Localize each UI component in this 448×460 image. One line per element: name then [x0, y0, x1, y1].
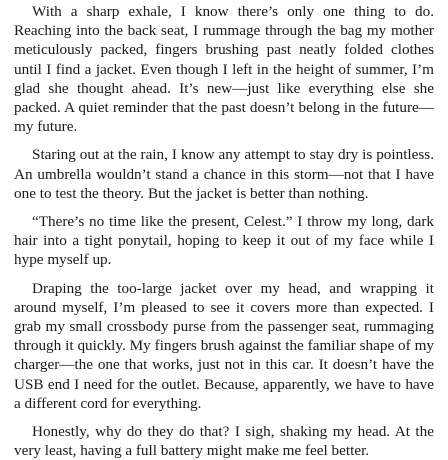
paragraph-1: With a sharp exhale, I know there’s only one thing to do. Reaching into the back seat, I rummage through the bag my mother meticulously packed, fingers brushing past neatly folded clothes until I find a jacket. Even though I left in the height of summer, I’m glad she thought ahead. It’s new—just like everything else she packed. A quiet reminder that the past doesn’t belong in the future—my future. [14, 3, 434, 136]
paragraph-4: Draping the too-large jacket over my head, and wrapping it around myself, I’m pleased to see it covers more than expected. I grab my small crossbody purse from the passenger seat, rummaging through it quickly. My fingers brush against the familiar shape of my charger—the one that works, just not in this car. It doesn’t have the USB end I need for the outlet. Because, apparently, we have to have a different cord for everything. [14, 279, 434, 412]
paragraph-5: Honestly, why do they do that? I sigh, shaking my head. At the very least, having a full battery might make me feel better. [14, 423, 434, 460]
paragraph-3: “There’s no time like the present, Celest.” I throw my long, dark hair into a tight ponytail, hoping to keep it out of my face while I hype myself up. [14, 213, 434, 269]
paragraph-2: Staring out at the rain, I know any attempt to stay dry is pointless. An umbrella wouldn’t stand a chance in this storm—not that I have one to test the theory. But the jacket is better than nothing. [14, 146, 434, 202]
